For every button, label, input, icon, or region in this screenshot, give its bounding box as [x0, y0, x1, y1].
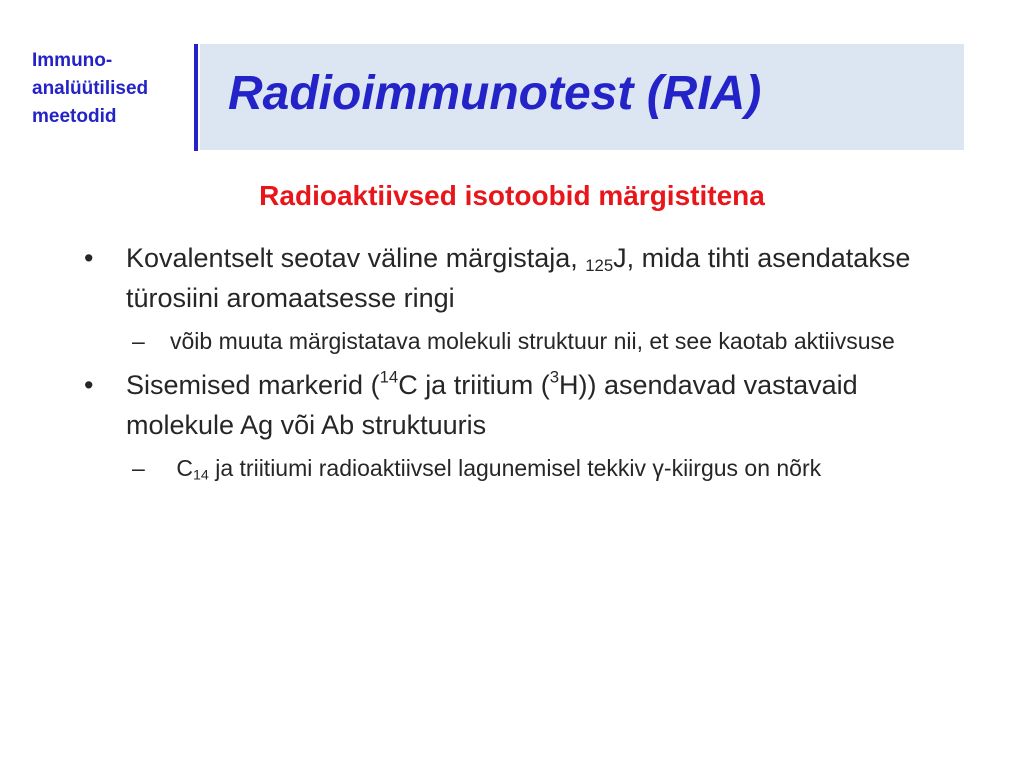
- dash-marker: –: [132, 455, 145, 481]
- title-bar: [200, 44, 964, 150]
- section-label-line-1: Immuno-: [32, 50, 113, 71]
- section-label: [32, 47, 192, 131]
- bullet-text: Kovalentselt seotav väline märgistaja,: [126, 243, 586, 273]
- bullet-text: C ja triitium (: [398, 370, 550, 400]
- bullet-text: J, mida tihti asendatakse türosiini aromaatsesse ringi: [126, 243, 911, 313]
- isotope-mass-number: 3: [549, 367, 560, 387]
- slide-subtitle: Radioaktiivsed isotoobid märgistitena: [259, 180, 765, 211]
- bullet-text: H)) asendavad vastavaid molekule Ag või Ab struktuuris: [126, 370, 858, 440]
- section-label-line-2: analüütilised: [32, 78, 149, 99]
- bullet-item-2: [84, 365, 944, 445]
- sub-item-text: C: [170, 455, 193, 481]
- isotope-mass-number: 14: [379, 367, 399, 387]
- title-divider: [194, 44, 198, 151]
- dash-marker: –: [132, 328, 145, 354]
- bullet-item-1: [84, 238, 944, 318]
- bullet-marker: •: [84, 370, 94, 400]
- slide-content: [84, 238, 944, 486]
- sub-item-text: võib muuta märgistatava molekuli struktuur nii, et see kaotab aktiivsuse: [170, 328, 895, 354]
- bullet-marker: •: [84, 243, 94, 273]
- sub-item-1-1: [84, 324, 944, 359]
- sub-item-text: ja triitiumi radioaktiivsel lagunemisel tekkiv γ-kiirgus on nõrk: [208, 455, 822, 481]
- slide-title: Radioimmunotest (RIA): [228, 67, 762, 120]
- isotope-mass-number: 14: [193, 467, 209, 484]
- isotope-mass-number: 125: [585, 256, 614, 276]
- sub-item-2-1: [84, 451, 944, 486]
- bullet-text: Sisemised markerid (: [126, 370, 380, 400]
- section-label-line-3: meetodid: [32, 106, 117, 127]
